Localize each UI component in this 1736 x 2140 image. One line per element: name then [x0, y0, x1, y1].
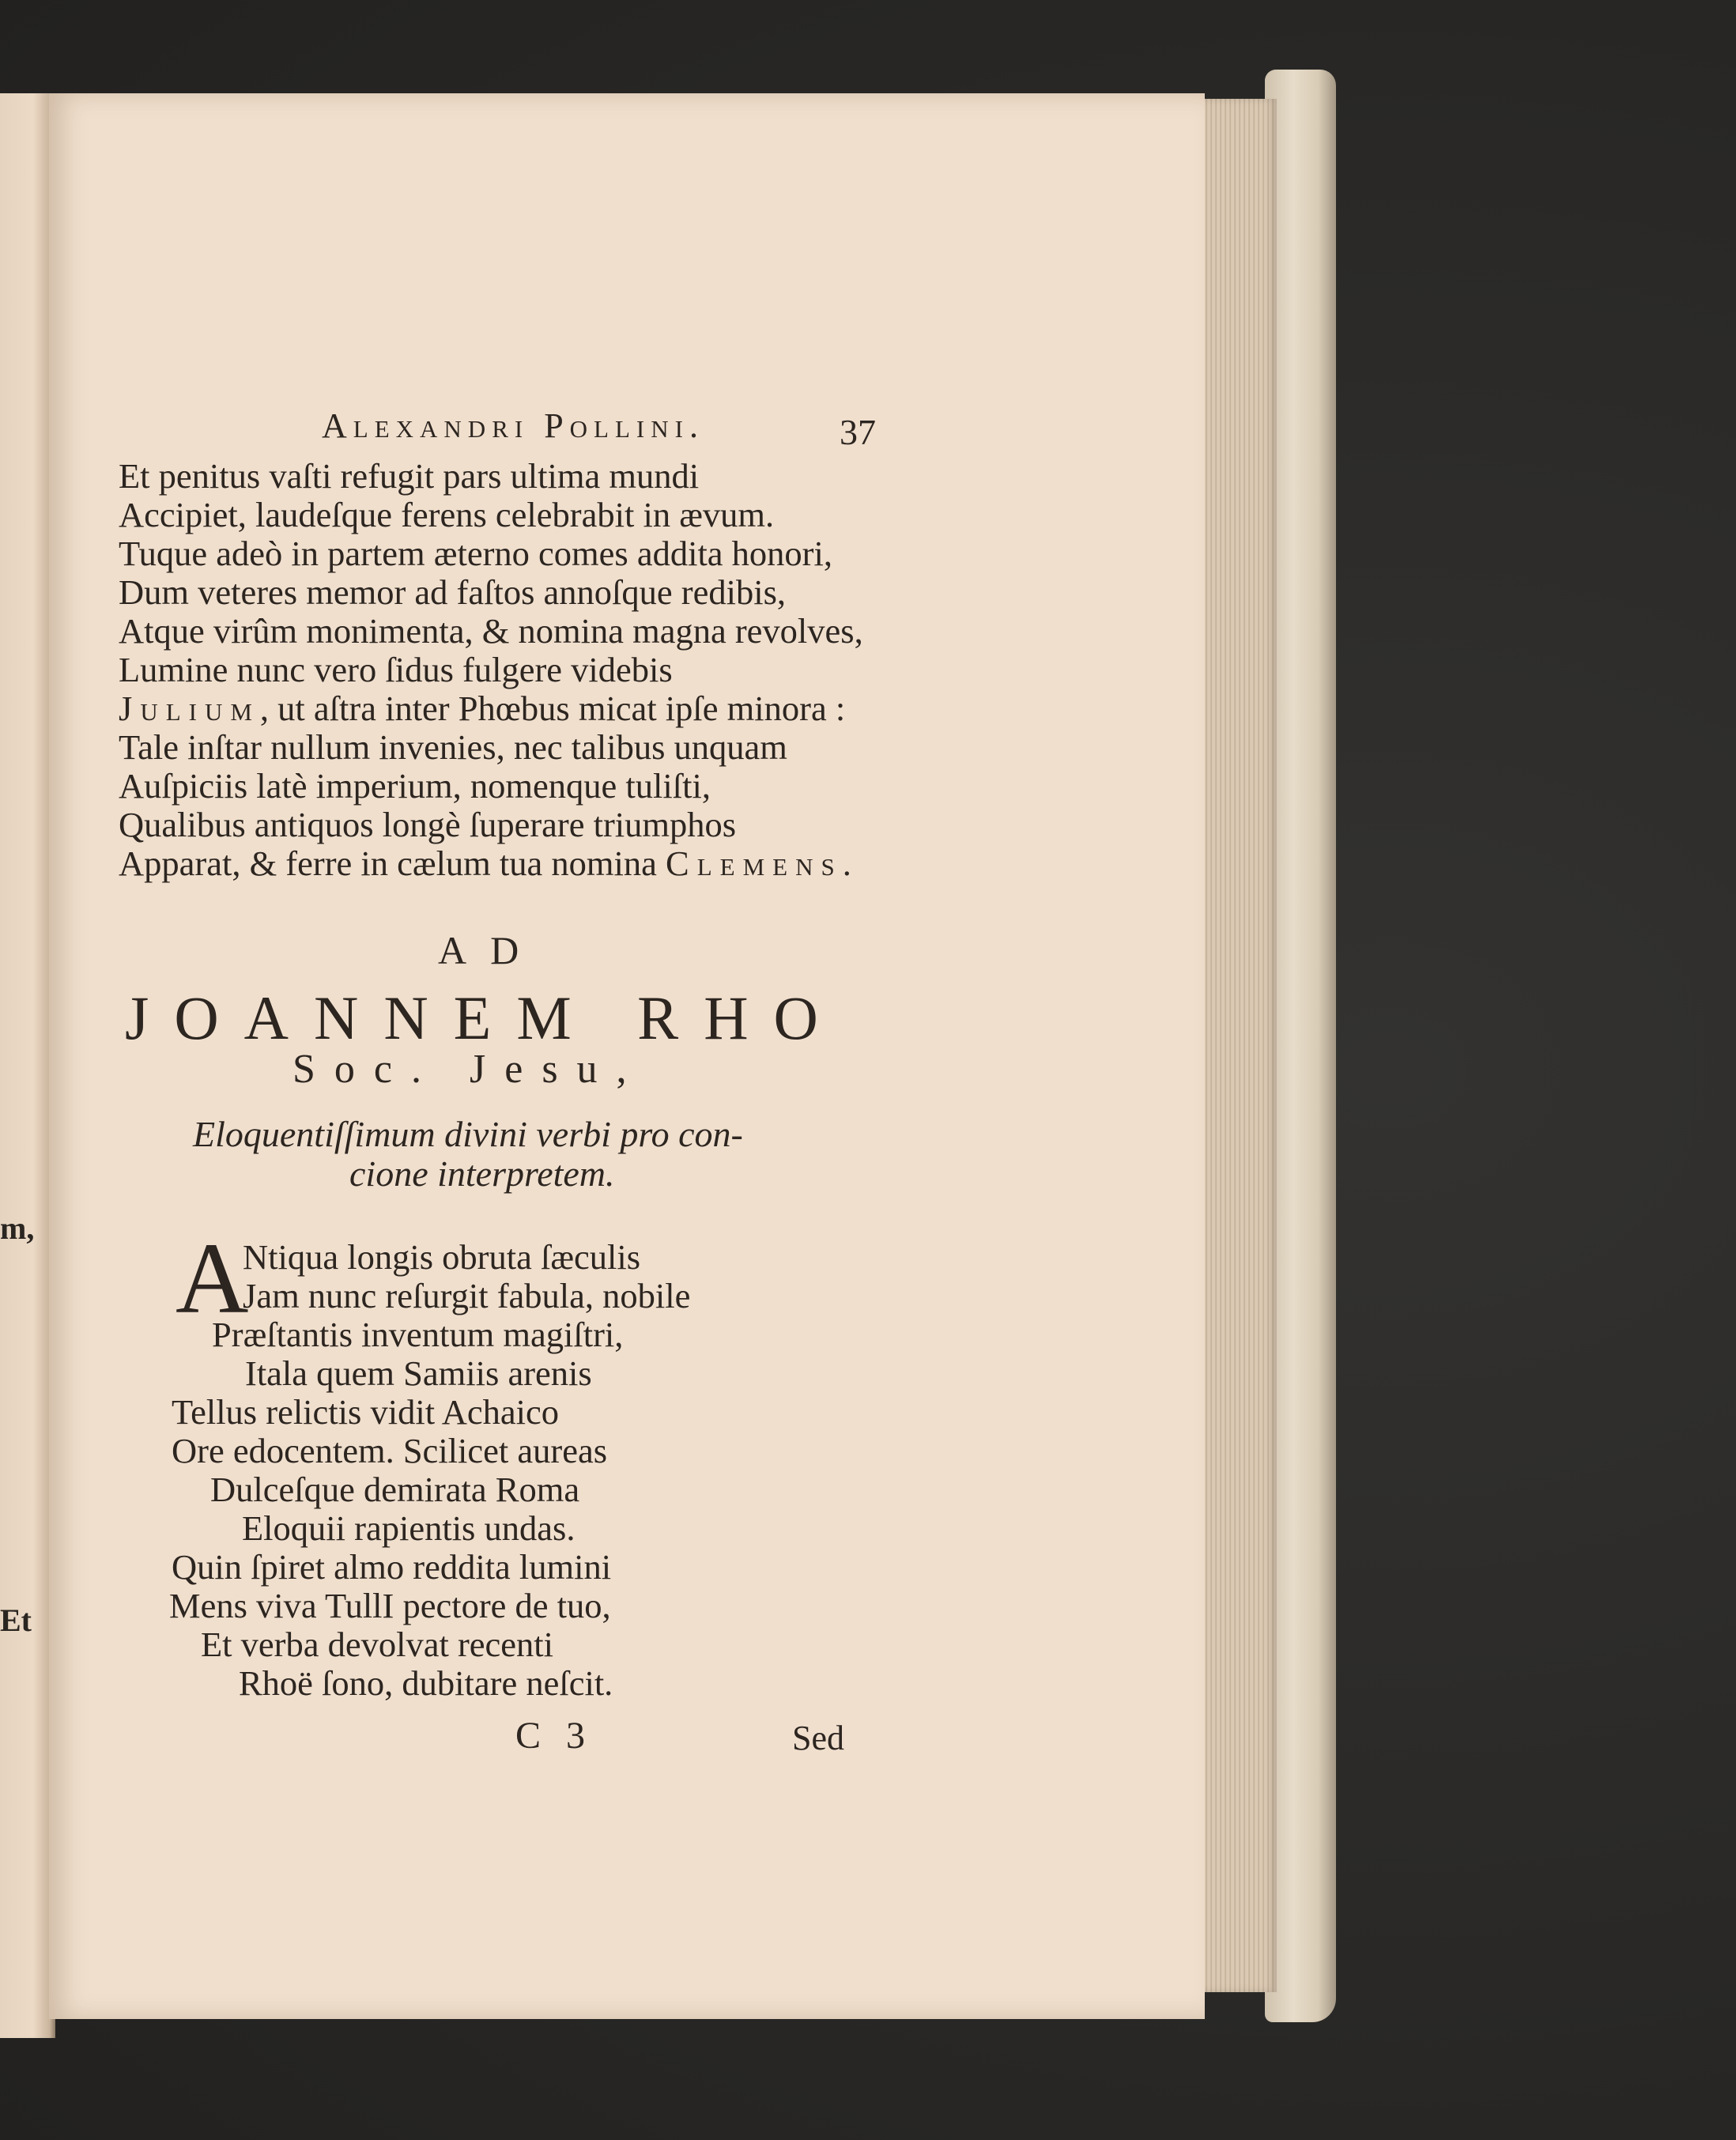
- verse-line: Auſpiciis latè imperium, nomenque tuliſti,: [119, 766, 711, 806]
- page-text: [49, 93, 1205, 2019]
- running-head: Alexandri Pollini.: [322, 406, 704, 445]
- facing-page-edge: [0, 93, 55, 2038]
- verse-line: Ntiqua longis obruta ſæculis: [243, 1237, 641, 1277]
- verse-line: Dulceſque demirata Roma: [210, 1470, 580, 1509]
- verse-line: Lumine nunc vero ſidus fulgere videbis: [119, 650, 673, 689]
- heading-ad: AD: [438, 928, 543, 972]
- small-caps-name: Julium: [119, 689, 260, 728]
- book-page: [49, 93, 1205, 2019]
- heading-name: JOANNEM RHO: [125, 983, 843, 1052]
- catchword: Sed: [792, 1719, 844, 1757]
- verse-line: Tellus relictis vidit Achaico: [172, 1392, 559, 1432]
- verse-line: Tuque adeò in partem æterno comes addita honori,: [119, 534, 832, 573]
- verse-line: [119, 846, 859, 881]
- heading-dedication: Eloquentiſſimum divini verbi pro con-: [193, 1114, 743, 1154]
- small-caps-name: Clemens.: [666, 844, 859, 883]
- signature-mark: C 3: [515, 1715, 594, 1757]
- verse-line: Et verba devolvat recenti: [201, 1625, 554, 1664]
- heading-society: Soc. Jesu,: [292, 1047, 646, 1092]
- verse-line: Jam nunc reſurgit fabula, nobile: [243, 1276, 691, 1315]
- verse-text: , ut aſtra inter Phœbus micat ipſe minora :: [259, 689, 846, 728]
- verse-text: Apparat, & ferre in cælum tua nomina: [119, 844, 666, 883]
- drop-capital: A: [175, 1222, 249, 1334]
- verse-line: Accipiet, laudeſque ferens celebrabit in ævum.: [119, 495, 775, 534]
- verse-line: Itala quem Samiis arenis: [245, 1353, 592, 1393]
- verse-line: Præſtantis inventum magiſtri,: [212, 1315, 624, 1354]
- verse-line: Quin ſpiret almo reddita lumini: [172, 1547, 612, 1587]
- facing-page-fragment: m,: [0, 1210, 35, 1246]
- heading-dedication: cione interpretem.: [349, 1153, 615, 1194]
- verse-line: Tale inſtar nullum invenies, nec talibus unquam: [119, 727, 787, 767]
- verse-line: Atque virûm monimenta, & nomina magna revolves,: [119, 611, 863, 651]
- verse-line: Et penitus vaſti refugit pars ultima mundi: [119, 456, 700, 496]
- page-block-edges: [1194, 99, 1277, 1992]
- verse-line: Mens viva TullI pectore de tuo,: [169, 1586, 611, 1625]
- verse-line: Eloquii rapientis undas.: [242, 1508, 576, 1548]
- verse-line: Dum veteres memor ad faſtos annoſque redibis,: [119, 572, 787, 612]
- verse-line: [119, 691, 845, 727]
- page-number: 37: [840, 412, 876, 452]
- verse-line: Rhoë ſono, dubitare neſcit.: [239, 1663, 613, 1703]
- facing-page-fragment: Et: [0, 1602, 32, 1638]
- verse-line: Ore edocentem. Scilicet aureas: [172, 1431, 608, 1470]
- verse-line: Qualibus antiquos longè ſuperare triumphos: [119, 805, 737, 844]
